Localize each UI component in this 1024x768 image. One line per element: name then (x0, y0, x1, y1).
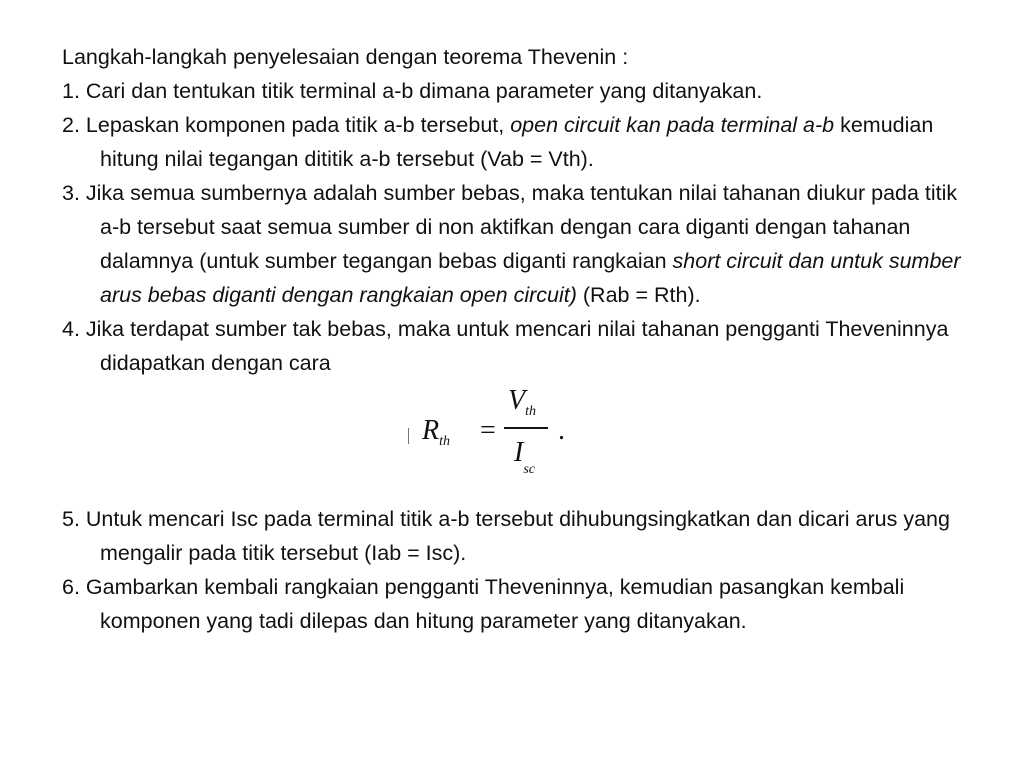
intro-text: Langkah-langkah penyelesaian dengan teorema Thevenin : (62, 45, 629, 69)
step-2-italic: open circuit kan pada terminal a-b (510, 113, 835, 137)
formula-lhs: $R_{th}$ (422, 415, 450, 449)
step-3-text-a: 3. Jika semua sumbernya adalah sumber bebas, maka tentukan nilai tahanan diukur pada titik a-b tersebut saat semua sumber di non aktifkan dengan cara diganti dengan tahanan dalamnya (untuk sumber tegangan bebas diganti rangkaian (62, 181, 958, 273)
formula-numerator: $V_{th}$ (508, 385, 536, 419)
formula-period: . (558, 415, 565, 446)
step-3 (62, 176, 962, 312)
step-1: 1. Cari dan tentukan titik terminal a-b dimana parameter yang ditanyakan. (62, 79, 763, 103)
step-2 (62, 108, 962, 176)
step-3-italic: short circuit dan untuk sumber arus bebas diganti dengan rangkaian open circuit) (100, 249, 961, 307)
formula-fraction-bar (504, 427, 548, 429)
rth-formula (408, 384, 608, 494)
step-4: 4. Jika terdapat sumber tak bebas, maka untuk mencari nilai tahanan pengganti Theveninnya didapatkan dengan cara (62, 317, 949, 375)
step-2-text-a: 2. Lepaskan komponen pada titik a-b tersebut, (62, 113, 511, 137)
step-6: 6. Gambarkan kembali rangkaian pengganti Theveninnya, kemudian pasangkan kembali komponen yang tadi dilepas dan hitung parameter yang ditanyakan. (62, 575, 905, 633)
step-2-text-b: kemudian hitung nilai tegangan dititik a-b tersebut (Vab = Vth). (100, 113, 934, 171)
formula-equals: = (480, 415, 496, 446)
step-5: 5. Untuk mencari Isc pada terminal titik a-b tersebut dihubungsingkatkan dan dicari arus yang mengalir pada titik tersebut (Iab = Isc). (62, 507, 950, 565)
step-3-text-b: (Rab = Rth). (576, 283, 701, 307)
formula-artifact-mark (408, 428, 409, 444)
formula-block (62, 380, 962, 502)
slide-content (62, 40, 962, 638)
formula-denominator: $I_{sc}$ (514, 437, 535, 477)
